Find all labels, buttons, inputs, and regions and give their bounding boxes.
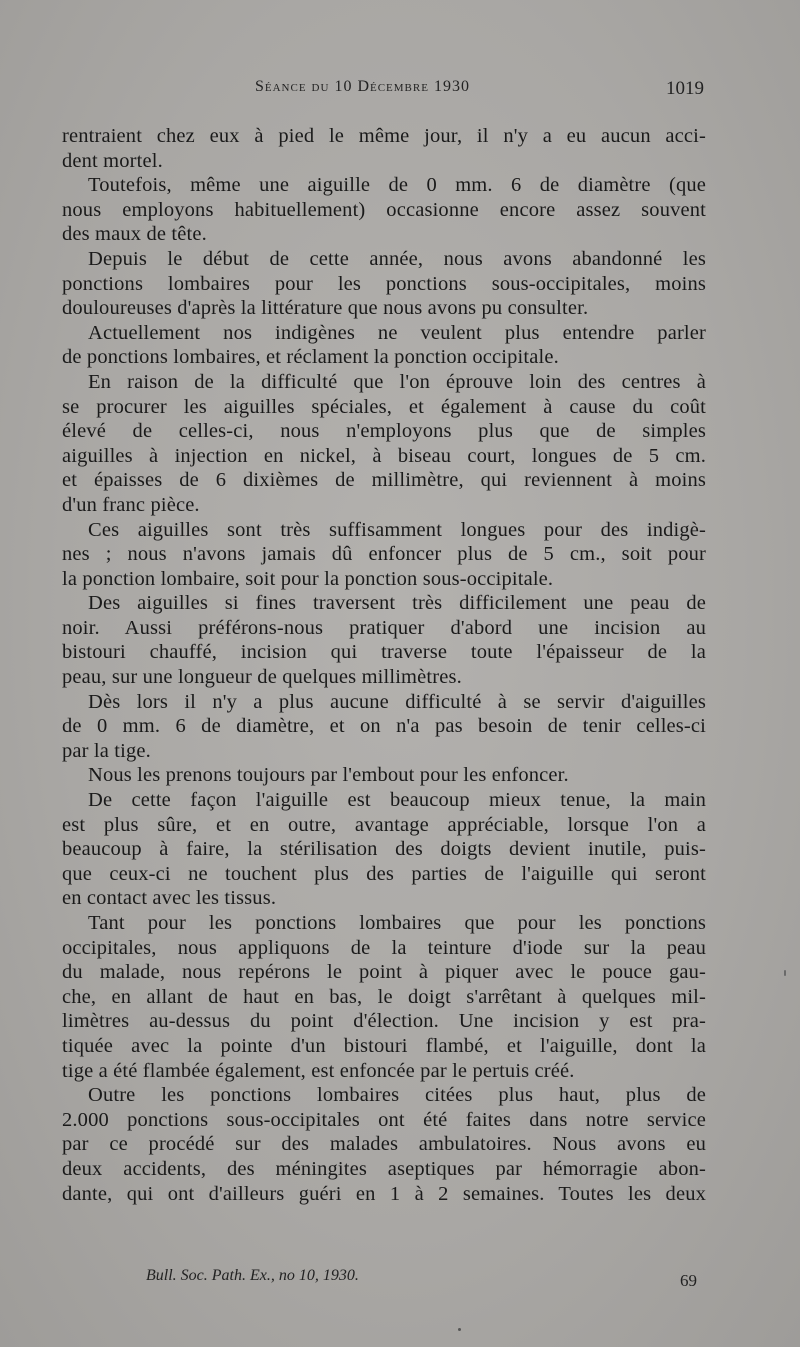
text-line: peau, sur une longueur de quelques millimètres. <box>62 666 462 689</box>
journal-citation: Bull. Soc. Path. Ex., no 10, 1930. <box>146 1267 359 1284</box>
text-line: tige a été flambée également, est enfoncée par le pertuis créé. <box>62 1059 575 1082</box>
text-line: Des aiguilles si fines traversent très difficilement une peau de <box>88 592 706 615</box>
text-line: que ceux-ci ne touchent plus des parties de l'aiguille qui seront <box>62 862 706 885</box>
text-line: par ce procédé sur des malades ambulatoires. Nous avons eu <box>62 1133 706 1156</box>
text-line: par la tige. <box>62 739 151 762</box>
running-head-title: Séance du 10 Décembre 1930 <box>255 78 470 95</box>
text-line: Actuellement nos indigènes ne veulent plus entendre parler <box>88 321 706 344</box>
page-number: 1019 <box>666 78 704 99</box>
text-line: deux accidents, des méningites aseptiques par hémorragie abon- <box>62 1157 706 1180</box>
text-line: et épaisses de 6 dixièmes de millimètre, qui reviennent à moins <box>62 469 706 492</box>
footer <box>0 1267 800 1297</box>
text-line: noir. Aussi préférons-nous pratiquer d'abord une incision au <box>62 616 706 639</box>
text-line: de ponctions lombaires, et réclament la ponction occipitale. <box>62 346 559 369</box>
text-line: de 0 mm. 6 de diamètre, et on n'a pas besoin de tenir celles-ci <box>62 715 706 738</box>
text-line: occipitales, nous appliquons de la teinture d'iode sur la peau <box>62 936 706 959</box>
text-line: Dès lors il n'y a plus aucune difficulté à se servir d'aiguilles <box>88 690 706 713</box>
body-text <box>62 124 706 1206</box>
text-line: la ponction lombaire, soit pour la ponction sous-occipitale. <box>62 567 554 590</box>
text-line: limètres au-dessus du point d'élection. Une incision y est pra- <box>62 1010 706 1033</box>
text-line: 2.000 ponctions sous-occipitales ont été faites dans notre service <box>62 1108 706 1131</box>
text-line: Ces aiguilles sont très suffisamment longues pour des indigè- <box>88 518 706 541</box>
text-line: Toutefois, même une aiguille de 0 mm. 6 de diamètre (que <box>88 174 706 197</box>
text-line: ponctions lombaires pour les ponctions sous-occipitales, moins <box>62 272 706 295</box>
signature-number: 69 <box>680 1271 697 1290</box>
text-line: dante, qui ont d'ailleurs guéri en 1 à 2 semaines. Toutes les deux <box>62 1182 706 1205</box>
text-line: aiguilles à injection en nickel, à biseau court, longues de 5 cm. <box>62 444 706 467</box>
paper-speck <box>458 1328 461 1331</box>
paper-mark <box>784 970 786 976</box>
text-line: d'un franc pièce. <box>62 493 200 516</box>
text-line: du malade, nous repérons le point à piquer avec le pouce gau- <box>62 961 706 984</box>
text-line: Tant pour les ponctions lombaires que pour les ponctions <box>88 912 706 934</box>
text-line: en contact avec les tissus. <box>62 887 277 910</box>
text-line: En raison de la difficulté que l'on éprouve loin des centres à <box>88 370 706 393</box>
text-line: Outre les ponctions lombaires citées plus haut, plus de <box>88 1084 706 1107</box>
text-line: bistouri chauffé, incision qui traverse toute l'épaisseur de la <box>62 641 706 664</box>
text-line: nous employons habituellement) occasionne encore assez souvent <box>62 198 706 221</box>
text-line: des maux de tête. <box>62 223 207 246</box>
text-line: nes ; nous n'avons jamais dû enfoncer plus de 5 cm., soit pour <box>62 543 706 566</box>
text-line: se procurer les aiguilles spéciales, et également à cause du coût <box>62 395 706 418</box>
text-line: est plus sûre, et en outre, avantage appréciable, lorsque l'on a <box>62 813 706 836</box>
text-line: De cette façon l'aiguille est beaucoup mieux tenue, la main <box>88 789 706 812</box>
text-line: douloureuses d'après la littérature que nous avons pu consulter. <box>62 297 589 320</box>
text-line: Depuis le début de cette année, nous avons abandonné les <box>88 247 706 270</box>
running-head <box>0 78 800 108</box>
text-line: dent mortel. <box>62 149 163 172</box>
text-line: élevé de celles-ci, nous n'employons plus que de simples <box>62 420 706 443</box>
text-line: che, en allant de haut en bas, le doigt s'arrêtant à quelques mil- <box>62 985 706 1008</box>
text-line: Nous les prenons toujours par l'embout pour les enfoncer. <box>88 764 569 787</box>
text-line: beaucoup à faire, la stérilisation des doigts devient inutile, puis- <box>62 838 706 861</box>
text-line: tiquée avec la pointe d'un bistouri flambé, et l'aiguille, dont la <box>62 1034 706 1057</box>
text-line: rentraient chez eux à pied le même jour, il n'y a eu aucun acci- <box>62 125 706 147</box>
